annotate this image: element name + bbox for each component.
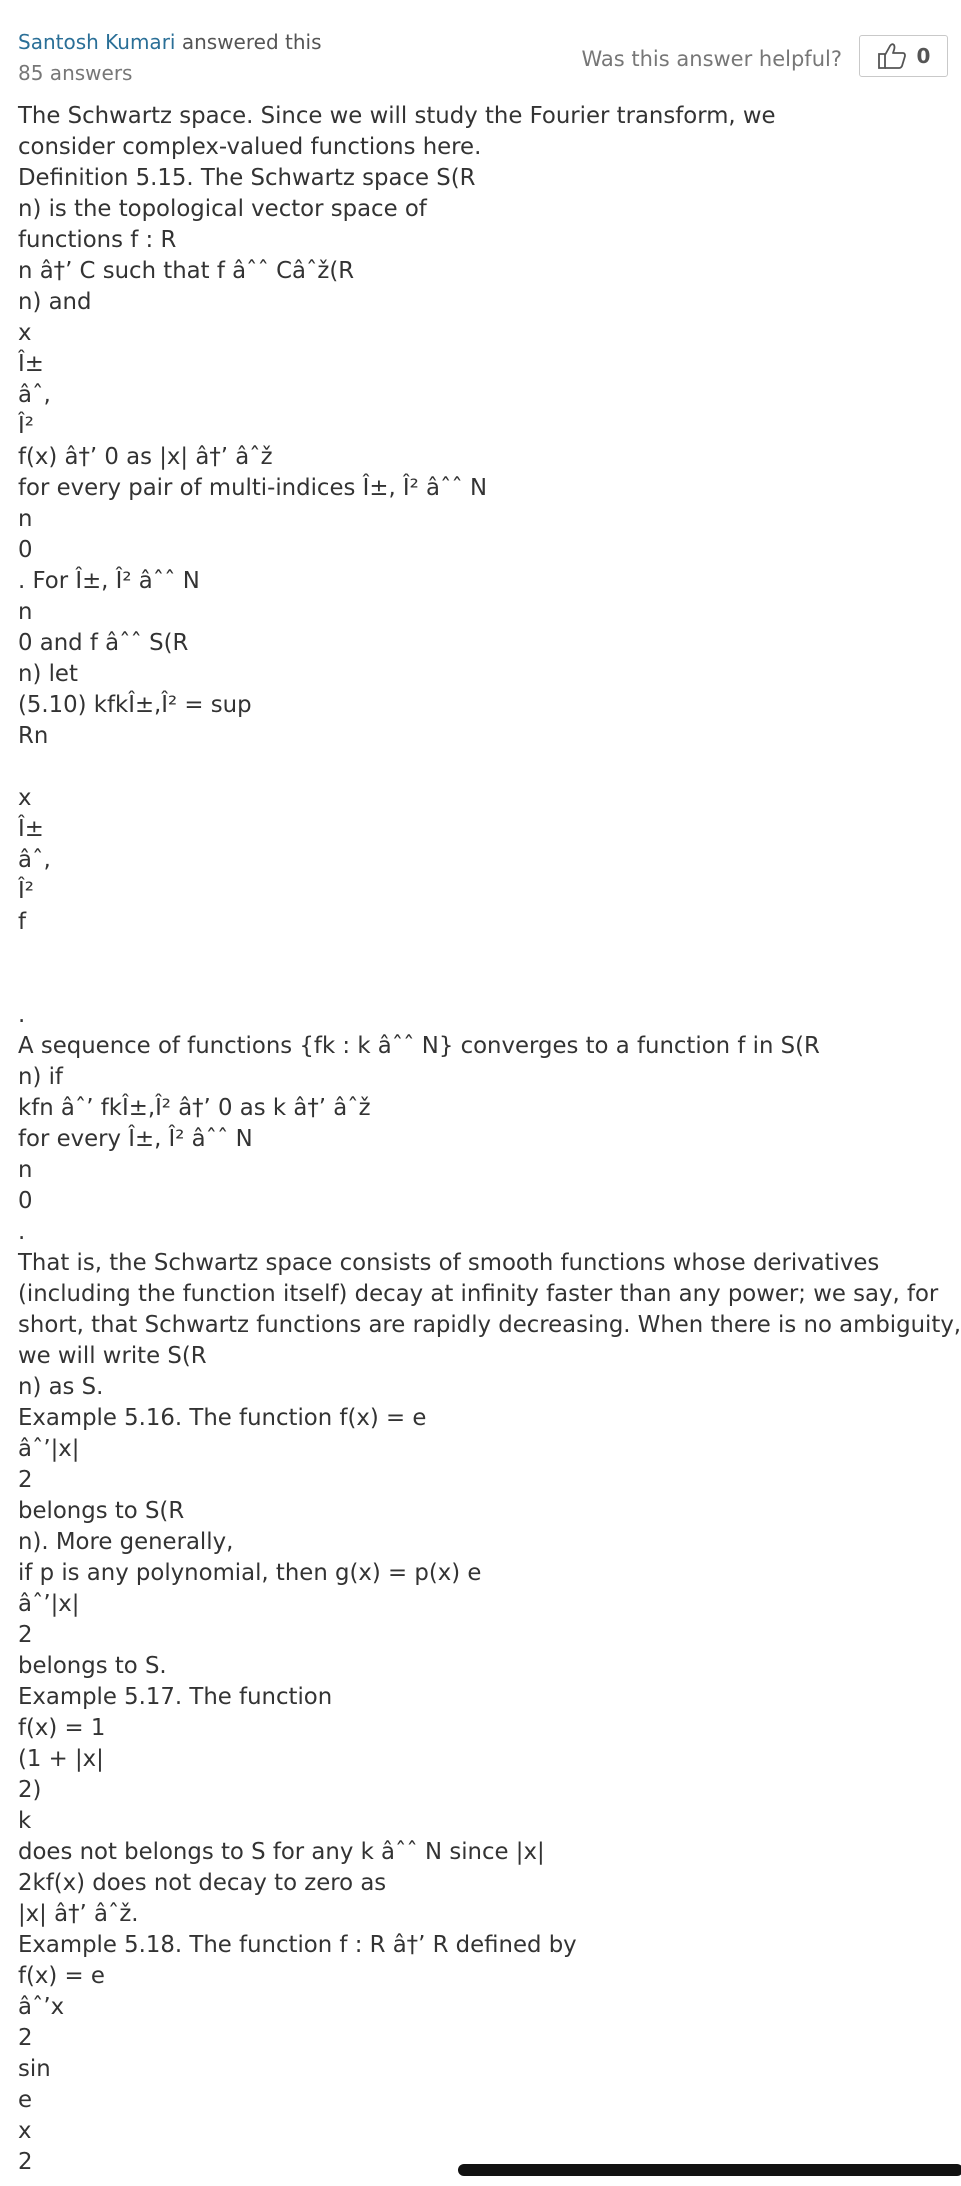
answer-text-line: Definition 5.15. The Schwartz space S(R	[18, 165, 476, 191]
helpful-vote-button[interactable]	[859, 35, 948, 77]
answer-text-line: |x| â†’ âˆž.	[18, 1901, 139, 1927]
answer-text-line: does not belongs to S for any k âˆˆ N since |x|	[18, 1839, 545, 1865]
helpful-prompt: Was this answer helpful?	[581, 47, 842, 71]
answer-text-line: 2	[18, 2149, 33, 2175]
answer-text-line: n) let	[18, 661, 78, 687]
answer-text-line: n). More generally,	[18, 1529, 234, 1555]
answer-text-line: x	[18, 785, 32, 811]
answer-text-line: n) and	[18, 289, 92, 315]
answer-text-line: 2	[18, 2025, 33, 2051]
answer-text-line: Example 5.17. The function	[18, 1684, 333, 1710]
answer-text-line: k	[18, 1808, 32, 1834]
answer-text-line: e	[18, 2087, 33, 2113]
answer-body	[18, 101, 961, 2178]
scroll-indicator[interactable]	[458, 2164, 961, 2176]
answer-text-line: 2	[18, 1467, 33, 1493]
answer-text-line: for every Î±, Î² âˆˆ N	[18, 1126, 253, 1152]
answer-text-line: âˆ‚	[18, 382, 51, 408]
answer-text-line: Example 5.18. The function f : R â†’ R defined by	[18, 1932, 577, 1958]
answer-text-line: Rn	[18, 723, 49, 749]
answer-text-line: 2kf(x) does not decay to zero as	[18, 1870, 387, 1896]
answer-text-line: âˆ‚	[18, 847, 51, 873]
answer-text-line: f(x) = 1	[18, 1715, 106, 1741]
vote-count: 0	[916, 44, 931, 68]
answer-text-line: n â†’ C such that f âˆˆ Câˆž(R	[18, 258, 355, 284]
answer-text-line: The Schwartz space. Since we will study the Fourier transform, we	[18, 103, 776, 129]
answer-text-line: Example 5.16. The function f(x) = e	[18, 1405, 427, 1431]
answer-text-line: belongs to S.	[18, 1653, 167, 1679]
answer-text-line: x	[18, 2118, 32, 2144]
answer-text-line	[18, 938, 938, 969]
answer-text-line: n) is the topological vector space of	[18, 196, 427, 222]
answer-text-line: we will write S(R	[18, 1343, 207, 1369]
answer-text-line: (5.10) kfkÎ±,Î² = sup	[18, 692, 252, 718]
author-name-link[interactable]: Santosh Kumari	[18, 30, 176, 54]
answer-text-line: belongs to S(R	[18, 1498, 185, 1524]
answer-text-line: 2)	[18, 1777, 42, 1803]
answer-text-line: (1 + |x|	[18, 1746, 104, 1772]
answer-text-line: .	[18, 1219, 26, 1245]
answer-text-line: sin	[18, 2056, 51, 2082]
answer-text-line: 0	[18, 1188, 33, 1214]
answer-text-line: f(x) â†’ 0 as |x| â†’ âˆž	[18, 444, 273, 470]
answer-text-line: consider complex-valued functions here.	[18, 134, 482, 160]
author-line	[18, 30, 322, 54]
answer-text-line: Î²	[18, 878, 34, 904]
answer-text-line: f	[18, 909, 27, 935]
answer-text-line: 0	[18, 537, 33, 563]
answer-text-line	[18, 969, 938, 1000]
answer-text-line: f(x) = e	[18, 1963, 105, 1989]
answer-text-line: x	[18, 320, 32, 346]
answer-text-line: n) if	[18, 1064, 63, 1090]
answer-text-line: 0 and f âˆˆ S(R	[18, 630, 189, 656]
answered-this-text: answered this	[175, 30, 322, 54]
answer-text-line: n) as S.	[18, 1374, 104, 1400]
answer-text-line: short, that Schwartz functions are rapidly decreasing. When there is no ambiguity,	[18, 1312, 961, 1338]
thumbs-up-icon	[877, 42, 907, 70]
answer-text-line: Î±	[18, 351, 44, 377]
answer-text-line: if p is any polynomial, then g(x) = p(x) e	[18, 1560, 482, 1586]
answer-text-line: 2	[18, 1622, 33, 1648]
answer-text-line: n	[18, 506, 33, 532]
answer-text-line: âˆ’|x|	[18, 1436, 80, 1462]
answer-text-line: for every pair of multi-indices Î±, Î² âˆˆ N	[18, 475, 488, 501]
answer-text-line: kfn âˆ’ fkÎ±,Î² â†’ 0 as k â†’ âˆž	[18, 1095, 371, 1121]
answer-text-line	[18, 752, 938, 783]
answer-text-line: . For Î±, Î² âˆˆ N	[18, 568, 200, 594]
answer-text-line: .	[18, 1002, 26, 1028]
answer-text-line: n	[18, 1157, 33, 1183]
answer-text-line: (including the function itself) decay at infinity faster than any power; we say, for	[18, 1281, 939, 1307]
answer-text-line: That is, the Schwartz space consists of smooth functions whose derivatives	[18, 1250, 880, 1276]
answer-text-line: Î±	[18, 816, 44, 842]
answer-header	[18, 30, 948, 88]
answer-text-line: functions f : R	[18, 227, 177, 253]
answer-text-line: âˆ’|x|	[18, 1591, 80, 1617]
answers-count: 85 answers	[18, 61, 133, 85]
answer-text-line: âˆ’x	[18, 1994, 65, 2020]
answer-text-line: Î²	[18, 413, 34, 439]
answer-text-line: n	[18, 599, 33, 625]
answer-text-line: A sequence of functions {fk : k âˆˆ N} converges to a function f in S(R	[18, 1033, 820, 1059]
